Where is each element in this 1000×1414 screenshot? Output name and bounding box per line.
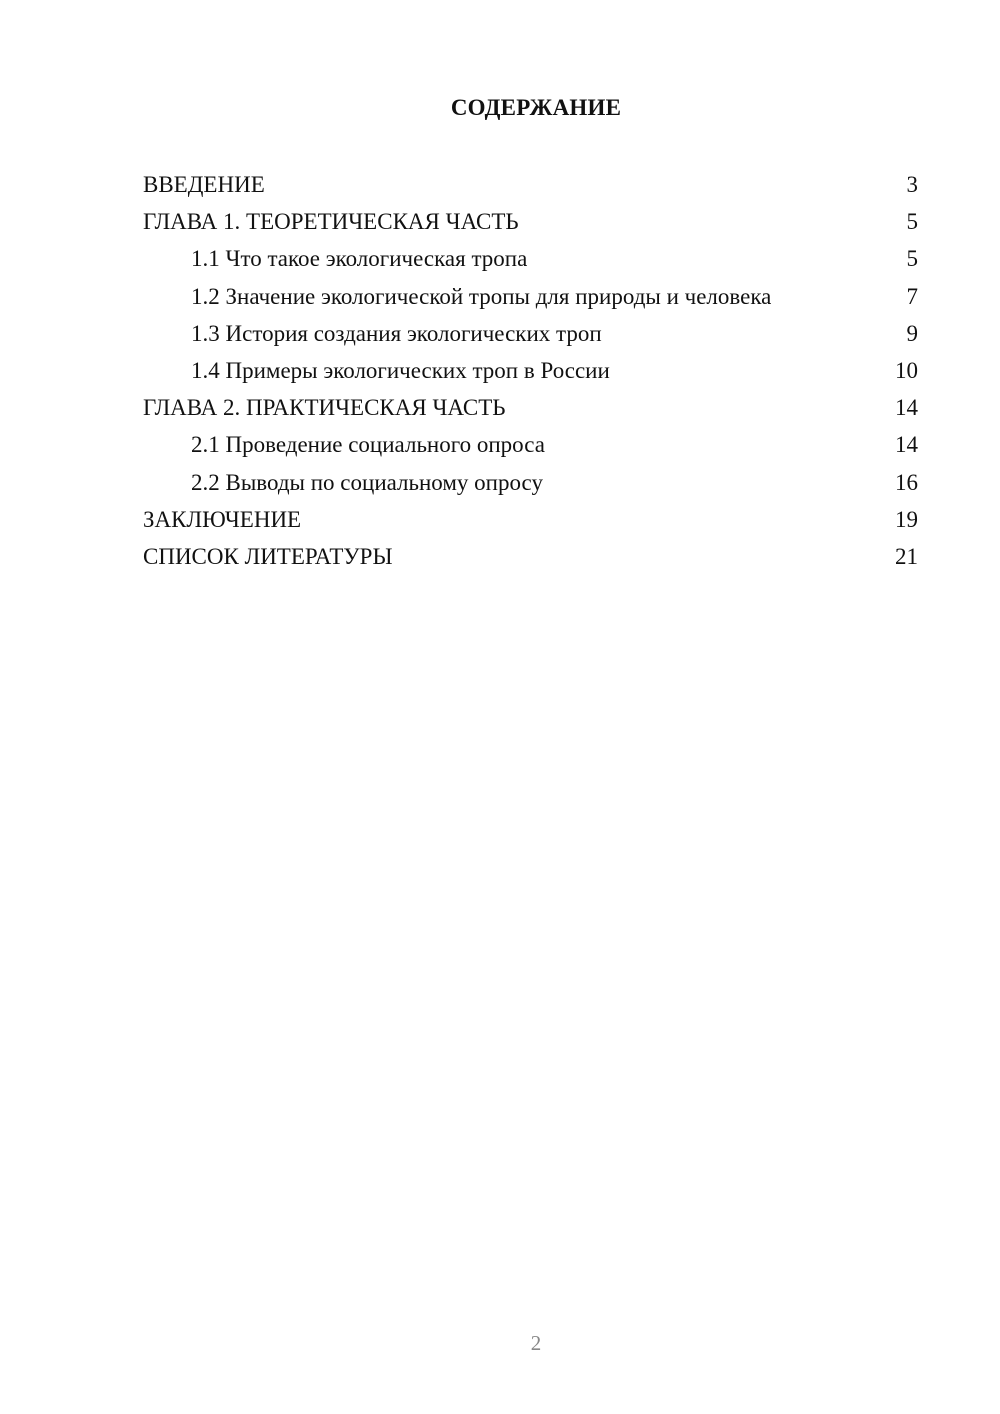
toc-entry-page: 3 (906, 172, 918, 197)
toc-entry-introduction (143, 168, 918, 205)
toc-entry-label: 2.2 Выводы по социальному опросу (191, 469, 543, 495)
toc-entry-section-1-3 (143, 317, 918, 354)
toc-entry-section-1-1 (143, 242, 918, 279)
toc-entry-page: 19 (895, 506, 918, 532)
toc-entry-label: 1.1 Что такое экологическая тропа (191, 246, 528, 272)
toc-entry-label: ГЛАВА 2. ПРАКТИЧЕСКАЯ ЧАСТЬ (143, 395, 506, 421)
toc-entry-page: 7 (906, 283, 918, 309)
toc-entry-page: 10 (895, 357, 918, 383)
toc-entry-page: 9 (906, 320, 918, 346)
table-of-contents (143, 168, 918, 577)
toc-entry-section-1-4 (143, 354, 918, 391)
toc-entry-label: ГЛАВА 1. ТЕОРЕТИЧЕСКАЯ ЧАСТЬ (143, 209, 519, 235)
toc-entry-chapter-1 (143, 205, 918, 242)
toc-entry-page: 16 (895, 469, 918, 495)
page-number: 2 (530, 1331, 542, 1355)
toc-title: СОДЕРЖАНИЕ (450, 95, 622, 120)
toc-entry-label: ЗАКЛЮЧЕНИЕ (143, 506, 302, 532)
toc-entry-section-1-2 (143, 280, 918, 317)
toc-entry-label: 1.4 Примеры экологических троп в России (191, 357, 610, 383)
toc-entry-conclusion (143, 503, 918, 540)
toc-entry-label: СПИСОК ЛИТЕРАТУРЫ (143, 543, 393, 569)
toc-entry-label: 1.3 История создания экологических троп (191, 320, 602, 346)
toc-entry-chapter-2 (143, 391, 918, 428)
toc-entry-label: ВВЕДЕНИЕ (143, 172, 265, 197)
toc-entry-page: 14 (895, 395, 918, 421)
toc-entry-section-2-2 (143, 466, 918, 503)
toc-entry-section-2-1 (143, 428, 918, 465)
toc-entry-label: 2.1 Проведение социального опроса (191, 432, 545, 458)
toc-entry-page: 21 (895, 543, 918, 569)
toc-entry-label: 1.2 Значение экологической тропы для природы и человека (191, 283, 772, 309)
toc-entry-page: 14 (895, 432, 918, 458)
toc-entry-references (143, 540, 918, 577)
toc-entry-page: 5 (906, 209, 918, 235)
toc-entry-page: 5 (906, 246, 918, 272)
